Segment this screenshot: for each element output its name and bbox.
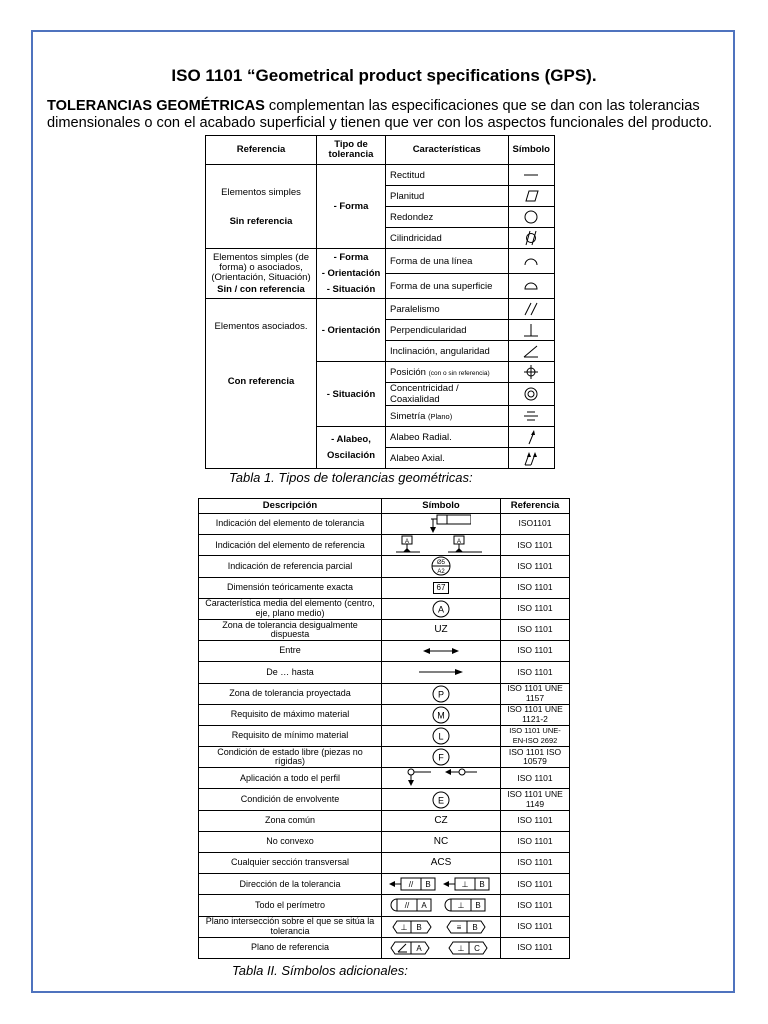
row-desc: Indicación del elemento de tolerancia: [199, 514, 382, 535]
basic-dimension-icon: [382, 577, 501, 598]
row-desc: Zona de tolerancia proyectada: [199, 683, 382, 704]
row-ref: ISO 1101: [501, 937, 570, 958]
row-desc: Plano intersección sobre el que se sitúa la tolerancia: [199, 916, 382, 937]
char-alabeo-axial: Alabeo Axial.: [386, 448, 509, 469]
char-perpendicularidad: Perpendicularidad: [386, 320, 509, 341]
group2-tipo: [317, 249, 386, 299]
posicion-note: (con o sin referencia): [428, 369, 490, 377]
header-caracteristicas: Características: [386, 136, 509, 165]
table-header-row: [199, 499, 570, 514]
group3-ref-bold: Con referencia: [227, 375, 295, 387]
circle-l-icon: [382, 725, 501, 746]
group3-referencia: [206, 299, 317, 469]
double-arrow-icon: [382, 641, 501, 662]
svg-text:⊥: ⊥: [457, 943, 465, 953]
intro-bold: TOLERANCIAS GEOMÉTRICAS: [47, 98, 265, 114]
row-ref: ISO 1101 ISO 10579: [501, 747, 570, 768]
table-row: [206, 249, 555, 274]
datum-target-top: Ø5: [436, 560, 446, 567]
svg-text:≡: ≡: [456, 922, 462, 932]
table-row: [199, 514, 570, 535]
circle-m-letter: M: [437, 710, 445, 721]
group2-ref-bold: Sin / con referencia: [217, 283, 305, 295]
group1-ref-text: Elementos simples: [221, 186, 301, 198]
table-row: [199, 768, 570, 789]
table-row: [199, 704, 570, 725]
row-desc: Plano de referencia: [199, 937, 382, 958]
all-around-profile-icon: [382, 768, 501, 789]
table-row: [199, 556, 570, 577]
group3-tipo-alabeo: - Alabeo, Oscilación: [317, 427, 386, 469]
table-row: [199, 831, 570, 852]
table-row: [199, 789, 570, 810]
group2-ref-text: Elementos simples (de forma) o asociados, (Orientación, Situación): [211, 251, 311, 283]
cylindricity-icon: [508, 228, 554, 249]
table-row: [199, 662, 570, 683]
table1-caption: Tabla 1. Tipos de tolerancias geométricas:: [229, 470, 473, 485]
group2-tipo-orientacion: - Orientación: [321, 267, 381, 279]
page-title: ISO 1101 “Geometrical product specifications (GPS).: [171, 66, 597, 85]
row-desc: Dirección de la tolerancia: [199, 874, 382, 895]
row-desc: Característica media del elemento (centro, eje, plano medio): [199, 598, 382, 619]
row-desc: Todo el perímetro: [199, 895, 382, 916]
group1-referencia: [206, 165, 317, 249]
perpendicularity-icon: [508, 320, 554, 341]
table-row: [199, 725, 570, 746]
row-ref: ISO 1101: [501, 577, 570, 598]
table2-caption: Tabla II. Símbolos adicionales:: [232, 963, 408, 978]
circle-a-icon: [382, 598, 501, 619]
row-desc: Entre: [199, 641, 382, 662]
row-ref: ISO 1101: [501, 831, 570, 852]
uz-symbol: UZ: [382, 619, 501, 640]
group2-tipo-forma: - Forma: [333, 251, 369, 263]
header-simbolo: Símbolo: [508, 136, 554, 165]
table-row: [199, 619, 570, 640]
row-ref: ISO 1101: [501, 853, 570, 874]
char-redondez: Redondez: [386, 207, 509, 228]
table-row: [199, 853, 570, 874]
table-row: [206, 165, 555, 186]
table-row: [206, 299, 555, 320]
row-ref: ISO 1101 UNE 1157: [501, 683, 570, 704]
table-row: [199, 937, 570, 958]
row-desc: Cualquier sección transversal: [199, 853, 382, 874]
table-row: [199, 916, 570, 937]
row-ref: ISO 1101: [501, 895, 570, 916]
straightness-icon: [508, 165, 554, 186]
table-row: [199, 577, 570, 598]
circle-a-letter: A: [437, 604, 445, 615]
row-ref: ISO 1101: [501, 916, 570, 937]
circle-l-letter: L: [438, 731, 444, 742]
svg-text:⊥: ⊥: [400, 922, 408, 932]
char-cilindricidad: Cilindricidad: [386, 228, 509, 249]
svg-text:⊥: ⊥: [457, 901, 465, 911]
additional-symbols-table: [198, 498, 570, 959]
header-descripcion: Descripción: [199, 499, 382, 514]
group1-ref-bold: Sin referencia: [229, 215, 293, 227]
row-ref: ISO 1101: [501, 535, 570, 556]
group2-referencia: [206, 249, 317, 299]
row-desc: De … hasta: [199, 662, 382, 683]
all-around-frame-icon: [382, 895, 501, 916]
group1-tipo: - Forma: [317, 165, 386, 249]
char-alabeo-radial: Alabeo Radial.: [386, 427, 509, 448]
group3-tipo-situacion: - Situación: [317, 362, 386, 427]
char-posicion: [386, 362, 509, 383]
table-row: [199, 641, 570, 662]
right-arrow-icon: [382, 662, 501, 683]
basic-dimension-value: 67: [433, 582, 450, 594]
char-rectitud: Rectitud: [386, 165, 509, 186]
header-tipo: Tipo de tolerancia: [317, 136, 386, 165]
char-forma-superficie: Forma de una superficie: [386, 274, 509, 299]
row-ref: ISO 1101: [501, 598, 570, 619]
table-row: [199, 874, 570, 895]
flatness-icon: [508, 186, 554, 207]
table-header-row: [206, 136, 555, 165]
simetria-label: Simetría: [390, 410, 426, 422]
direction-feature-icon: [382, 874, 501, 895]
row-desc: Dimensión teóricamente exacta: [199, 577, 382, 598]
table-row: [199, 683, 570, 704]
row-ref: ISO 1101: [501, 662, 570, 683]
circular-runout-icon: [508, 427, 554, 448]
intro-text: complementan las especificaciones que se dan con las tolerancias dimensionales o con el acabado superficial y tienen que ver con los aspectos funcionales del producto.: [47, 98, 713, 131]
cz-symbol: CZ: [382, 810, 501, 831]
simetria-note: (Plano): [428, 411, 453, 421]
tolerance-frame-icon: [382, 514, 501, 535]
row-ref: ISO 1101 UNE-EN-ISO 2692: [501, 725, 570, 746]
intersection-b-letter-1: B: [416, 922, 422, 932]
nc-symbol: NC: [382, 831, 501, 852]
row-ref: ISO 1101 UNE 1121-2: [501, 704, 570, 725]
circle-p-icon: [382, 683, 501, 704]
row-desc: Indicación del elemento de referencia: [199, 535, 382, 556]
direction-b-letter-2: B: [479, 880, 485, 890]
char-concentricidad: Concentricidad / Coaxialidad: [386, 383, 509, 406]
angularity-icon: [508, 341, 554, 362]
row-desc: Indicación de referencia parcial: [199, 556, 382, 577]
intersection-plane-icon: [382, 916, 501, 937]
row-desc: Zona común: [199, 810, 382, 831]
orientation-plane-icon: [382, 937, 501, 958]
svg-text:A: A: [456, 539, 462, 546]
row-ref: ISO 1101: [501, 556, 570, 577]
circle-e-icon: [382, 789, 501, 810]
geometric-tolerances-table: [205, 135, 555, 469]
row-ref: ISO 1101 UNE 1149: [501, 789, 570, 810]
table-row: [199, 810, 570, 831]
circle-f-letter: F: [438, 752, 444, 763]
row-desc: No convexo: [199, 831, 382, 852]
circle-f-icon: [382, 747, 501, 768]
char-planitud: Planitud: [386, 186, 509, 207]
group3-ref-text: Elementos asociados.: [214, 320, 308, 332]
table-row: [199, 535, 570, 556]
group2-tipo-situacion: - Situación: [326, 283, 376, 295]
group3-tipo-orientacion: - Orientación: [317, 299, 386, 362]
row-ref: ISO 1101: [501, 768, 570, 789]
row-ref: ISO 1101: [501, 810, 570, 831]
intersection-b-letter-2: B: [472, 922, 478, 932]
datum-target-bottom: A2: [437, 569, 445, 576]
total-runout-icon: [508, 448, 554, 469]
svg-text://: //: [408, 880, 414, 890]
header-simbolo2: Símbolo: [382, 499, 501, 514]
header-referencia: Referencia: [206, 136, 317, 165]
svg-text:⊥: ⊥: [461, 880, 469, 890]
row-desc: Condición de envolvente: [199, 789, 382, 810]
char-paralelismo: Paralelismo: [386, 299, 509, 320]
header-referencia2: Referencia: [501, 499, 570, 514]
surface-profile-icon: [508, 274, 554, 299]
char-inclinacion: Inclinación, angularidad: [386, 341, 509, 362]
perimeter-a-letter: A: [421, 901, 427, 911]
intro-paragraph: [47, 98, 727, 131]
perimeter-b-letter: B: [475, 901, 481, 911]
table-row: [199, 895, 570, 916]
row-desc: Requisito de mínimo material: [199, 725, 382, 746]
orientation-c-letter: C: [474, 943, 480, 953]
direction-b-letter-1: B: [425, 880, 431, 890]
svg-text://: //: [404, 901, 410, 911]
row-desc: Aplicación a todo el perfil: [199, 768, 382, 789]
circularity-icon: [508, 207, 554, 228]
circle-p-letter: P: [437, 689, 445, 700]
row-desc: Requisito de máximo material: [199, 704, 382, 725]
circle-e-letter: E: [437, 795, 445, 806]
char-forma-linea: Forma de una línea: [386, 249, 509, 274]
row-ref: ISO 1101: [501, 874, 570, 895]
char-simetria: [386, 406, 509, 427]
parallelism-icon: [508, 299, 554, 320]
circle-m-icon: [382, 704, 501, 725]
datum-indicator-icon: [382, 535, 501, 556]
row-ref: ISO1101: [501, 514, 570, 535]
row-desc: Condición de estado libre (piezas no rígidas): [199, 747, 382, 768]
concentricity-icon: [508, 383, 554, 406]
orientation-a-letter: A: [416, 943, 422, 953]
posicion-label: Posición: [390, 366, 426, 378]
line-profile-icon: [508, 249, 554, 274]
acs-symbol: ACS: [382, 853, 501, 874]
row-ref: ISO 1101: [501, 641, 570, 662]
datum-target-icon: [382, 556, 501, 577]
position-icon: [508, 362, 554, 383]
row-desc: Zona de tolerancia desigualmente dispuesta: [199, 619, 382, 640]
table-row: [199, 747, 570, 768]
symmetry-icon: [508, 406, 554, 427]
row-ref: ISO 1101: [501, 619, 570, 640]
table-row: [199, 598, 570, 619]
svg-text:A: A: [404, 539, 410, 546]
